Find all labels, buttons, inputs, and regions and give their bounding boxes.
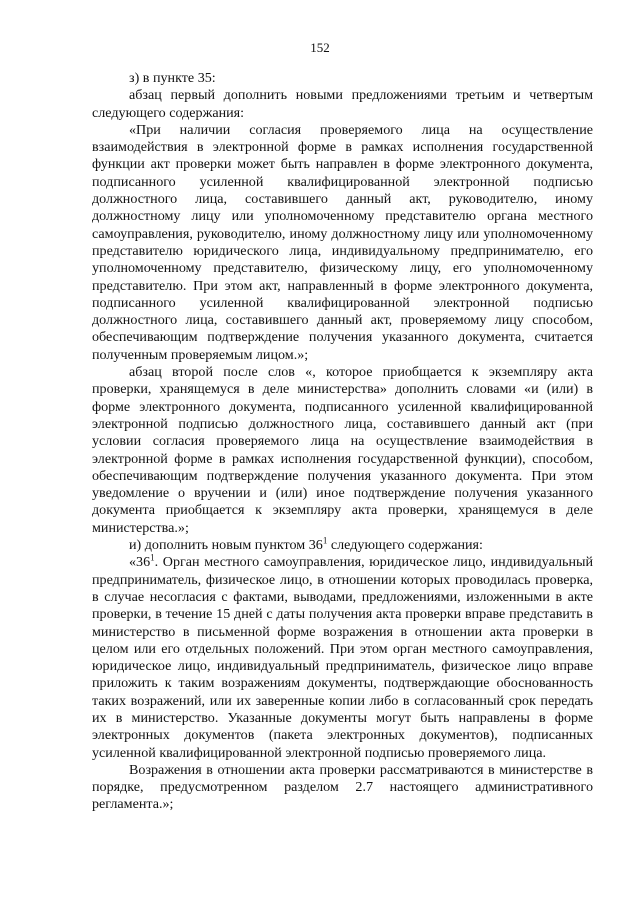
item-i-text-start: и) дополнить новым пунктом 36 — [129, 537, 323, 554]
paragraph-point-36-1 — [92, 554, 593, 762]
page-number: 152 — [310, 40, 330, 55]
paragraph-item-i — [92, 537, 593, 554]
paragraph-item-z: з) в пункте 35: — [129, 70, 216, 86]
item-i-text-end: следующего содержания: — [327, 537, 483, 554]
point-36-1-superscript: 1 — [150, 552, 155, 563]
paragraph-amend-second-abzats: абзац второй после слов «, которое приобщается к экземпляру акта проверки, хранящемуся в деле министерства» дополнить словами «и (или) в форме электронного документа, подписанного усиленной квалифицированной электронной подписью должностного лица, составившего данный акт (при условии согласия проверяемого лица на осуществление взаимодействия в электронной форме в рамках исполнения государственной функции), способом, обеспечивающим подтверждение получения указанного документа. При этом уведомление о вручении и (или) иное подтверждение получения указанного документа приобщается к экземпляру акта проверки, хранящемуся в деле министерства.»; — [92, 364, 593, 536]
document-body — [92, 70, 593, 814]
item-i-superscript: 1 — [322, 535, 328, 546]
paragraph-quoted-electronic-act: «При наличии согласия проверяемого лица на осуществление взаимодействия в электронной форме в рамках исполнения государственной функции акт проверки может быть направлен в форме электронного документа, подписанного усиленной квалифицированной электронной подписью должностного лица, составившего данный акт, руководителю, иному должностному лицу или уполномоченному представителю органа местного самоуправления, руководителю, иному должностному лицу или уполномоченному представителю юридического лица, индивидуальному предпринимателю, его уполномоченному представителю, физическому лицу, его уполномоченному представителю. При этом акт, направленный в форме электронного документа, подписанного усиленной квалифицированной электронной подписью должностного лица, составившего данный акт, проверяемому лицу способом, обеспечивающим подтверждение получения указанного документа, считается полученным проверяемым лицом.»; — [92, 121, 593, 363]
paragraph-objections: Возражения в отношении акта проверки рассматриваются в министерстве в порядке, предусмотренном разделом 2.7 настоящего административного регламента.»; — [92, 761, 593, 813]
paragraph-amend-first-abzats: абзац первый дополнить новыми предложениями третьим и четвертым следующего содержания: — [92, 87, 593, 121]
point-36-1-text: . Орган местного самоуправления, юридическое лицо, индивидуальный предприниматель, физическое лицо, в отношении которых проводилась проверка, в случае несогласия с фактами, выводами, предложениями, изложенными в акте проверки, в течение 15 дней с даты получения акта проверки вправе представить в министерство в письменной форме возражения в отношении акта проверки в целом или его отдельных положений. При этом орган местного самоуправления, юридическое лицо, индивидуальный предприниматель, физическое лицо вправе приложить к таким возражениям документы, подтверждающие обоснованность таких возражений, или их заверенные копии либо в согласованный срок передать их в министерство. Указанные документы могут быть направлены в форме электронных документов (пакета электронных документов), подписанных усиленной квалифицированной электронной подписью проверяемого лица. — [92, 554, 593, 761]
point-36-1-number: «36 — [129, 554, 151, 571]
